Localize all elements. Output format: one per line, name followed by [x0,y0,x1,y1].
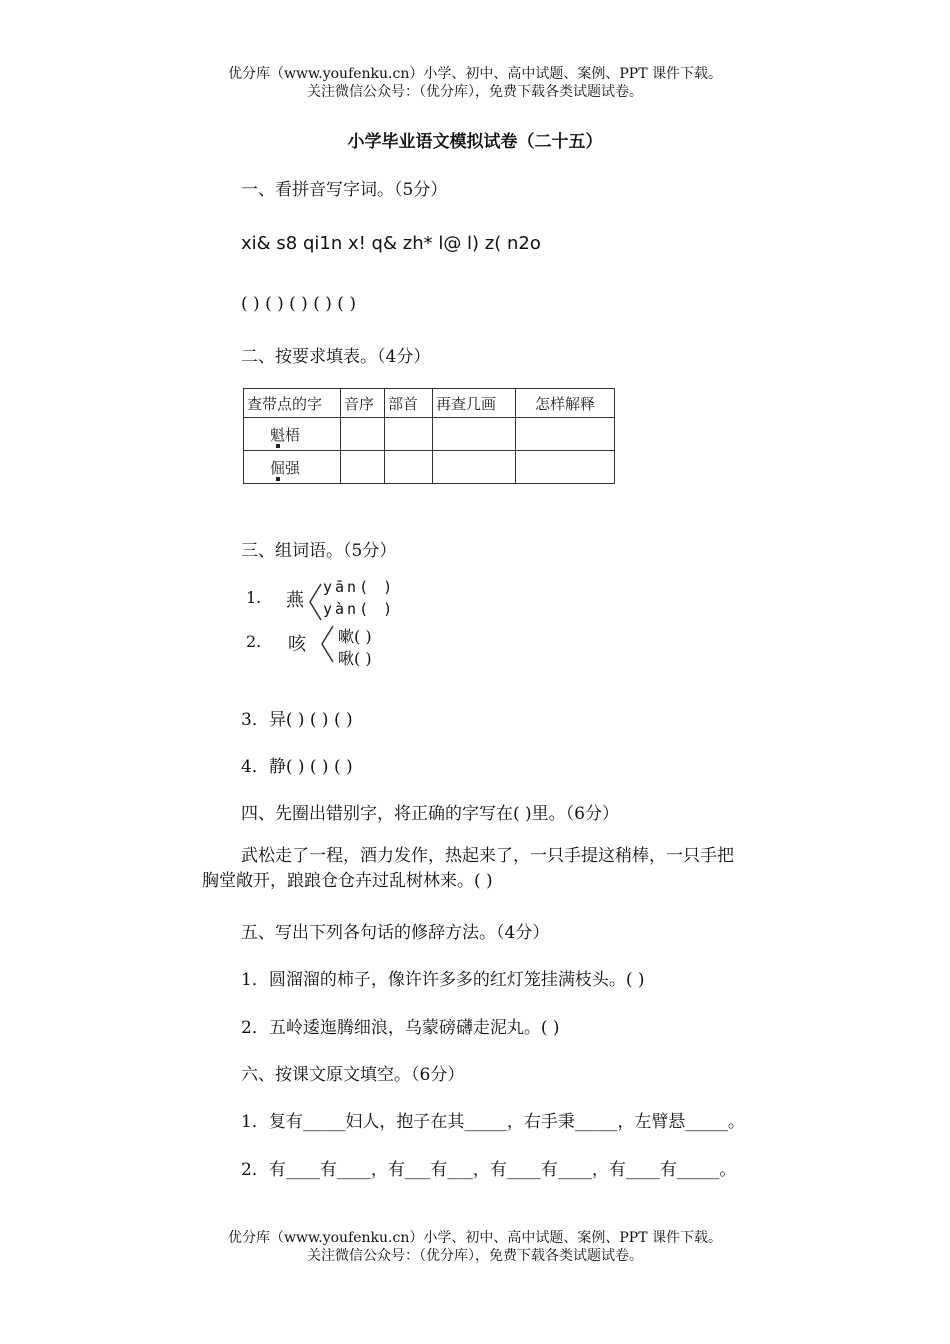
q1-pinyin: xi& s8 qi1n x! q& zh* l@ l) z( n2o [241,233,541,254]
q6-item1: 1．复有_____妇人，抱子在其_____，右手秉_____，左臂悬_____。 [241,1112,745,1132]
table-cell[interactable] [341,418,385,451]
q3-item4: 4．静( ) ( ) ( ) [241,757,353,777]
table-cell[interactable] [516,451,615,484]
brace-icon [320,624,334,664]
footer-line-1: 优分库（www.youfenku.cn）小学、初中、高中试题、案例、PPT 课件下载。 [227,1230,722,1246]
table-header-cell: 再查几画 [433,389,516,418]
table-header-row [244,389,615,418]
table-cell-word [244,418,341,451]
table-cell[interactable] [433,418,516,451]
table-cell[interactable] [341,451,385,484]
q6-heading: 六、按课文原文填空。（6分） [241,1065,465,1085]
q6-item2: 2．有____有____，有___有___，有____有____，有____有_____。 [241,1160,737,1180]
q3-item1-opt1: yān( ) [323,578,396,596]
q3-item2-num: 2. [246,632,262,651]
table-cell-word [244,451,341,484]
fill-table [243,388,615,484]
q5-item1: 1．圆溜溜的柿子，像许许多多的红灯笼挂满枝头。( ) [241,970,645,990]
q3-item1-num: 1. [246,588,262,607]
q5-heading: 五、写出下列各句话的修辞方法。（4分） [241,923,550,943]
footer-line-2: 关注微信公众号：（优分库），免费下载各类试题试卷。 [307,1248,643,1264]
header-line-1: 优分库（www.youfenku.cn）小学、初中、高中试题、案例、PPT 课件下载。 [227,66,722,82]
q3-item3: 3．异( ) ( ) ( ) [241,710,353,730]
q4-paragraph-line-2: 胸堂敞开，踉踉仓仓卉过乱树林来。( ) [202,871,493,891]
q3-item1-char: 燕 [286,590,304,611]
q1-heading: 一、看拼音写字词。（5分） [241,180,448,200]
table-header-cell: 部首 [385,389,433,418]
page-title: 小学毕业语文模拟试卷（二十五） [347,132,603,152]
dotted-word: 倔强 [270,458,301,477]
table-cell[interactable] [385,451,433,484]
dotted-word: 魁梧 [270,425,301,444]
q3-heading: 三、组词语。（5分） [241,541,397,561]
q4-heading: 四、先圈出错别字，将正确的字写在( )里。（6分） [241,804,619,824]
table-row [244,451,615,484]
table-header-cell: 音序 [341,389,385,418]
table-cell[interactable] [385,418,433,451]
brace-icon [308,582,322,622]
table-header-cell: 查带点的字 [244,389,341,418]
q4-paragraph-line-1: 武松走了一程，酒力发作，热起来了，一只手提这稍棒，一只手把 [241,846,734,866]
table-cell[interactable] [516,418,615,451]
q5-item2: 2．五岭逶迤腾细浪，乌蒙磅礴走泥丸。( ) [241,1018,560,1038]
header-line-2: 关注微信公众号：（优分库），免费下载各类试题试卷。 [307,84,643,100]
table-cell[interactable] [433,451,516,484]
q3-item2-opt2: 啾( ) [338,649,372,668]
q3-item2-char: 咳 [288,634,306,655]
q1-blanks: ( ) ( ) ( ) ( ) ( ) [241,294,356,314]
table-row [244,418,615,451]
q3-item2-opt1: 嗽( ) [338,627,372,646]
q3-item1-opt2: yàn( ) [323,600,396,618]
table-header-cell: 怎样解释 [516,389,615,418]
q2-heading: 二、按要求填表。（4分） [241,347,431,367]
